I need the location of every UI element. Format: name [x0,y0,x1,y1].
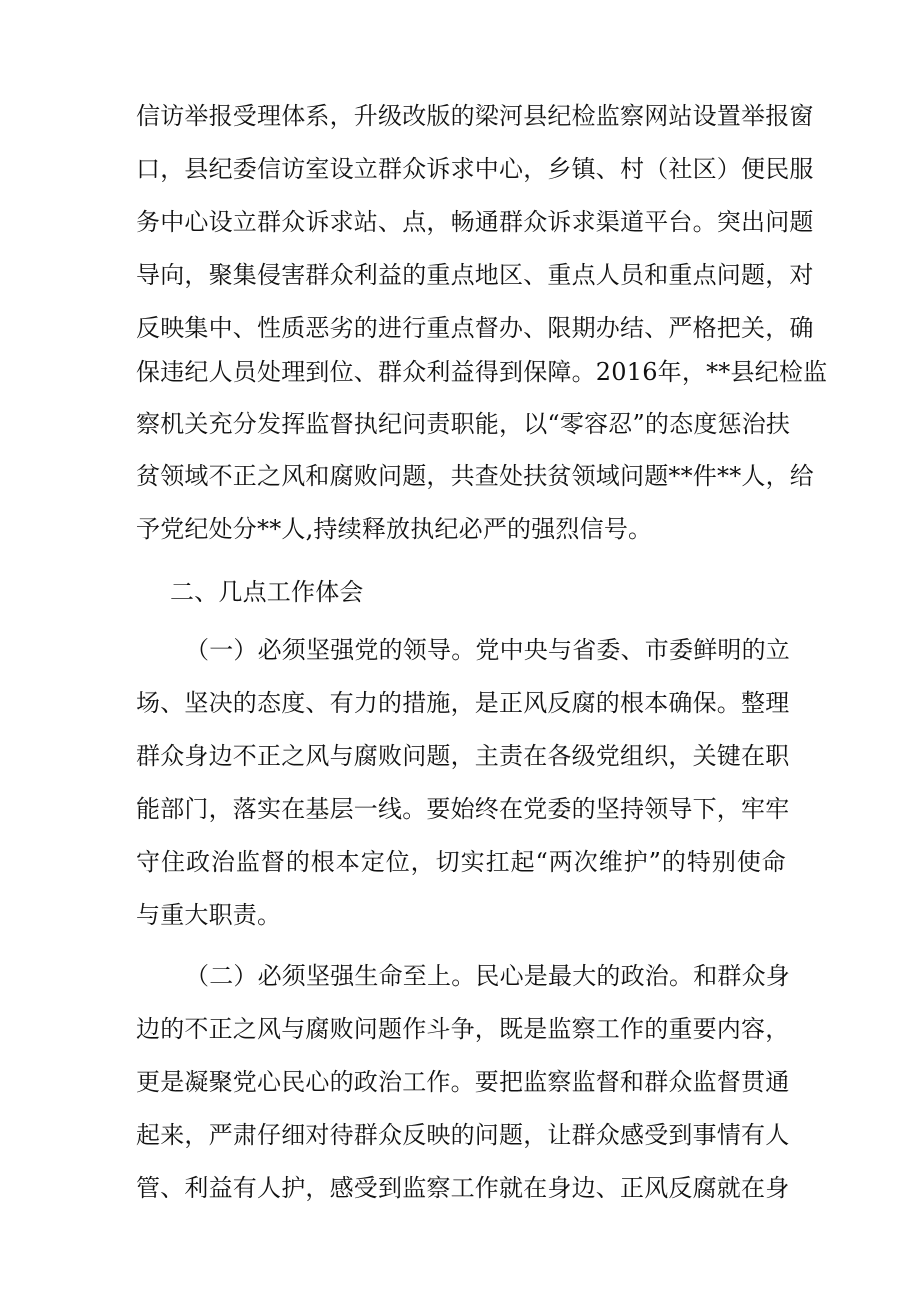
paragraph-line: 保违纪人员处理到位、群众利益得到保障。2016年，**县纪检监 [136,358,828,386]
paragraph-line: 贫领域不正之风和腐败问题，共查处扶贫领域问题**件**人，给 [136,462,814,490]
paragraph-line: 场、坚决的态度、有力的措施，是正风反腐的根本确保。整理 [136,689,790,717]
paragraph-line: 予党纪处分**人,持续释放执纪必严的强烈信号。 [136,515,653,543]
paragraph-line: 更是凝聚党心民心的政治工作。要把监察监督和群众监督贯通 [136,1068,790,1096]
paragraph-line: 与重大职责。 [136,901,282,929]
paragraph-line: （二）必须坚强生命至上。民心是最大的政治。和群众身 [185,962,790,990]
paragraph-line: 反映集中、性质恶劣的进行重点督办、限期办结、严格把关，确 [136,314,814,342]
paragraph-line: 务中心设立群众诉求站、点，畅通群众诉求渠道平台。突出问题 [136,208,814,236]
paragraph-line: 能部门，落实在基层一线。要始终在党委的坚持领导下，牢牢 [136,795,790,823]
paragraph-line: 察机关充分发挥监督执纪问责职能，以“零容忍”的态度惩治扶 [136,410,791,438]
paragraph-line: 守住政治监督的根本定位，切实扛起“两次维护”的特别使命 [136,848,786,876]
section-heading: 二、几点工作体会 [170,578,364,606]
paragraph-line: 信访举报受理体系，升级改版的梁河县纪检监察网站设置举报窗 [136,102,814,130]
paragraph-line: 边的不正之风与腐败问题作斗争，既是监察工作的重要内容， [136,1015,790,1043]
paragraph-line: 管、利益有人护，感受到监察工作就在身边、正风反腐就在身 [136,1174,790,1202]
paragraph-line: 群众身边不正之风与腐败问题，主责在各级党组织，关键在职 [136,742,790,770]
paragraph-line: 起来，严肃仔细对待群众反映的问题，让群众感受到事情有人 [136,1121,790,1149]
paragraph-line: （一）必须坚强党的领导。党中央与省委、市委鲜明的立 [185,636,790,664]
paragraph-line: 口，县纪委信访室设立群众诉求中心，乡镇、村（社区）便民服 [136,155,814,183]
paragraph-line: 导向，聚集侵害群众利益的重点地区、重点人员和重点问题，对 [136,261,814,289]
